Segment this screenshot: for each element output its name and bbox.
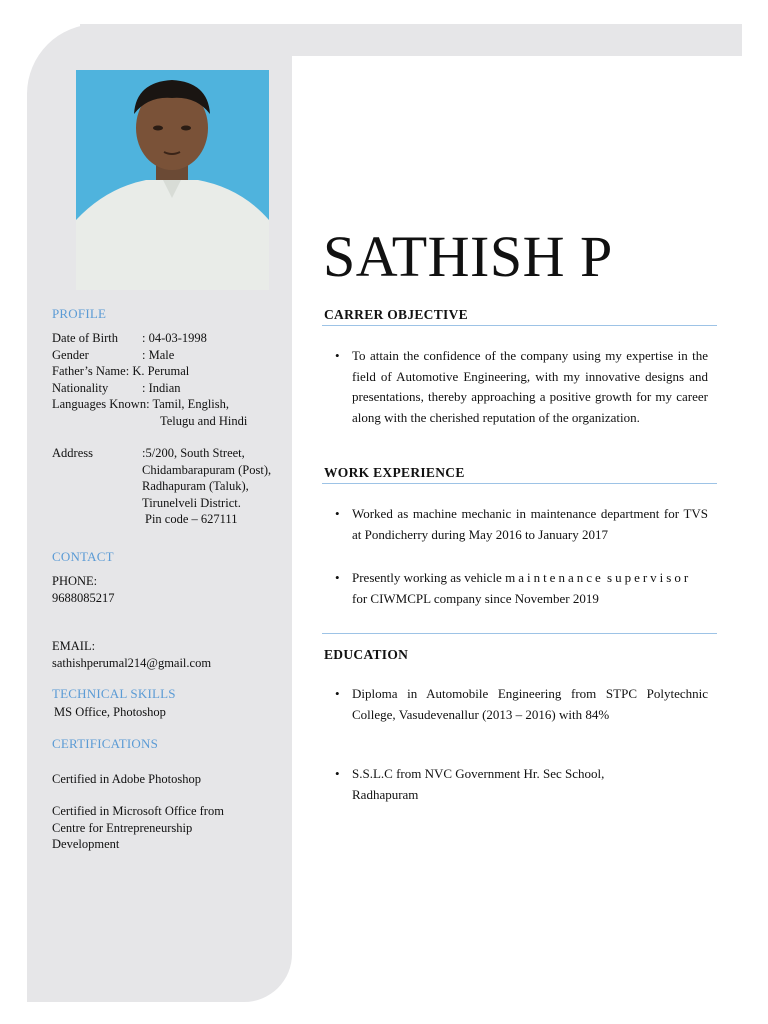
father-value: K. Perumal — [132, 364, 190, 378]
address-row-4 — [52, 495, 271, 512]
phone-value: 9688085217 — [52, 590, 115, 605]
skills-heading: TECHNICAL SKILLS — [52, 686, 176, 701]
address-label: Address — [52, 446, 93, 460]
address-row-1 — [52, 445, 271, 462]
dob-value: : 04-03-1998 — [142, 331, 207, 345]
father-label: Father’s Name: — [52, 364, 130, 378]
gender-label: Gender — [52, 347, 89, 362]
education-item-2: • S.S.L.C from NVC Government Hr. Sec School, Radhapuram — [352, 764, 652, 805]
languages-value-2: Telugu and Hindi — [160, 413, 248, 428]
experience-item-2-spaced-1: maintenance — [505, 570, 604, 585]
experience-item-1: • Worked as machine mechanic in maintenance department for TVS at Pondicherry during May 2016 to January 2017 — [352, 504, 708, 545]
experience-heading: WORK EXPERIENCE — [324, 465, 465, 480]
languages-value-1: Tamil, English, — [152, 397, 230, 411]
objective-text: • To attain the confidence of the company using my expertise in the field of Automotive Engineering, with my innovative designs and presentations, thereby approaching a positive growth for my career along with the cherished reputation of the organization. — [352, 346, 708, 428]
profile-details — [52, 330, 247, 429]
cert-item-2-line-1: Certified in Microsoft Office from — [52, 804, 224, 818]
address-line-1: :5/200, South Street, — [142, 446, 245, 460]
experience-divider — [322, 483, 717, 484]
address-block — [52, 445, 271, 528]
address-row-3 — [52, 478, 271, 495]
education-heading: EDUCATION — [324, 647, 409, 662]
education-item-1: • Diploma in Automobile Engineering from STPC Polytechnic College, Vasudevenallur (2013 – 2016) with 84% — [352, 684, 708, 725]
address-line-2: Chidambarapuram (Post), — [142, 462, 272, 477]
candidate-name: SATHISH P — [323, 224, 613, 289]
address-row-2 — [52, 462, 271, 479]
address-line-3: Radhapuram (Taluk), — [142, 479, 249, 493]
languages-label: Languages Known: — [52, 397, 150, 411]
email-label: EMAIL: — [52, 639, 96, 653]
experience-item-2-pre: Presently working as vehicle — [352, 570, 506, 585]
gender-row — [52, 347, 247, 364]
languages-row-2 — [52, 413, 247, 430]
contact-heading: CONTACT — [52, 549, 114, 564]
skills-value: MS Office, Photoshop — [54, 705, 166, 719]
address-row-5 — [52, 511, 271, 528]
experience-item-2 — [352, 568, 708, 609]
phone-block — [52, 573, 115, 606]
gender-value: : Male — [142, 347, 175, 362]
email-value[interactable]: sathishperumal214@gmail.com — [52, 655, 212, 670]
certifications-heading: CERTIFICATIONS — [52, 736, 159, 751]
cert-item-2-line-3: Development — [52, 837, 120, 851]
cert-item-2-line-2: Centre for Entrepreneurship — [52, 820, 193, 835]
cert-item-2 — [52, 803, 224, 853]
cert-item-1: Certified in Adobe Photoshop — [52, 772, 201, 786]
email-block — [52, 638, 211, 671]
experience-item-2-spaced-2: supervisor — [607, 570, 692, 585]
objective-heading: CARRER OBJECTIVE — [324, 307, 468, 322]
phone-label: PHONE: — [52, 574, 98, 588]
profile-heading: PROFILE — [52, 306, 107, 321]
father-row — [52, 363, 247, 380]
profile-photo — [76, 70, 269, 290]
dob-row — [52, 330, 247, 347]
nationality-label: Nationality — [52, 380, 109, 395]
nationality-row — [52, 380, 247, 397]
dob-label: Date of Birth — [52, 331, 118, 345]
address-line-5: Pin code – 627111 — [145, 512, 238, 526]
experience-bottom-divider — [322, 633, 717, 634]
address-line-4: Tirunelveli District. — [142, 495, 241, 510]
experience-item-2-post: for CIWMCPL company since November 2019 — [352, 590, 599, 606]
nationality-value: : Indian — [142, 380, 181, 395]
languages-row — [52, 396, 247, 413]
objective-divider — [322, 325, 717, 326]
